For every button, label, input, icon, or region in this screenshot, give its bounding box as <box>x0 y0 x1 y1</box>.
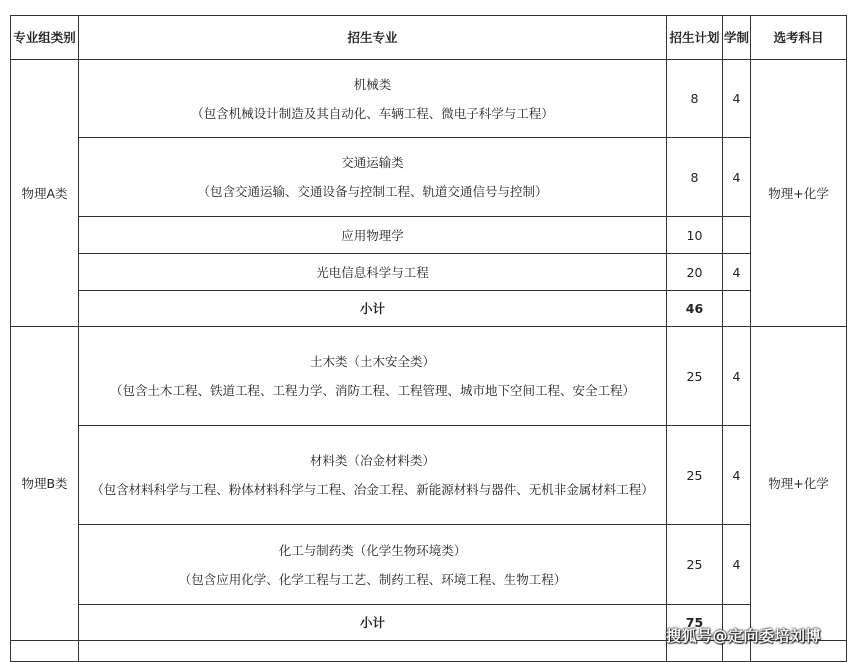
years-cell <box>723 217 751 254</box>
plan-cell: 20 <box>667 254 723 291</box>
table-row <box>11 254 847 291</box>
subjects-cell: 物理+化学 <box>751 327 847 641</box>
major-name: 材料类（冶金材料类） <box>309 453 435 468</box>
years-cell: 4 <box>723 525 751 605</box>
header-years: 学制 <box>723 16 751 60</box>
cutoff-cell <box>79 641 667 662</box>
header-subjects: 选考科目 <box>751 16 847 60</box>
plan-cell: 10 <box>667 217 723 254</box>
years-cell: 4 <box>723 138 751 217</box>
major-cell <box>79 60 667 138</box>
plan-cell: 25 <box>667 327 723 426</box>
major-cell <box>79 138 667 217</box>
cutoff-cell <box>11 641 79 662</box>
major-name: 机械类 <box>353 76 392 92</box>
table-row <box>11 327 847 426</box>
major-detail: （包含应用化学、化学工程与工艺、制药工程、环境工程、生物工程） <box>178 571 567 587</box>
watermark: 搜狐号@定向委培刘博 <box>666 627 822 645</box>
subjects-cell: 物理+化学 <box>751 60 847 327</box>
header-major: 招生专业 <box>79 16 667 60</box>
table-row <box>11 60 847 138</box>
major-name: 化工与制药类（化学生物环境类） <box>278 542 467 558</box>
major-detail: （包含交通运输、交通设备与控制工程、轨道交通信号与控制） <box>197 184 548 199</box>
group-name: 物理A类 <box>11 60 79 327</box>
major-detail: （包含机械设计制造及其自动化、车辆工程、微电子科学与工程） <box>191 105 554 121</box>
plan-cell: 25 <box>667 426 723 525</box>
years-cell <box>723 291 751 327</box>
plan-cell: 8 <box>667 60 723 138</box>
header-group: 专业组类别 <box>11 16 79 60</box>
major-cell <box>79 327 667 426</box>
major-name: 交通运输类 <box>341 155 404 170</box>
subtotal-label: 小计 <box>79 291 667 327</box>
table-row <box>11 426 847 525</box>
major-cell: 光电信息科学与工程 <box>79 254 667 291</box>
major-detail: （包含材料科学与工程、粉体材料科学与工程、冶金工程、新能源材料与器件、无机非金属材料工程） <box>91 482 654 497</box>
header-row <box>11 16 847 60</box>
subtotal-label: 小计 <box>79 605 667 641</box>
subtotal-value: 46 <box>667 291 723 327</box>
major-detail: （包含土木工程、铁道工程、工程力学、消防工程、工程管理、城市地下空间工程、安全工程） <box>109 383 635 398</box>
major-cell: 应用物理学 <box>79 217 667 254</box>
table-row <box>11 138 847 217</box>
major-name: 土木类（土木安全类） <box>309 354 435 369</box>
header-plan: 招生计划 <box>667 16 723 60</box>
major-cell <box>79 426 667 525</box>
years-cell: 4 <box>723 254 751 291</box>
admissions-table <box>10 15 847 662</box>
table-row <box>11 525 847 605</box>
plan-cell: 25 <box>667 525 723 605</box>
plan-cell: 8 <box>667 138 723 217</box>
subtotal-value: 75 <box>667 605 723 641</box>
years-cell: 4 <box>723 60 751 138</box>
years-cell: 4 <box>723 327 751 426</box>
table-row <box>11 217 847 254</box>
group-name: 物理B类 <box>11 327 79 641</box>
subtotal-row <box>11 291 847 327</box>
years-cell: 4 <box>723 426 751 525</box>
major-cell <box>79 525 667 605</box>
